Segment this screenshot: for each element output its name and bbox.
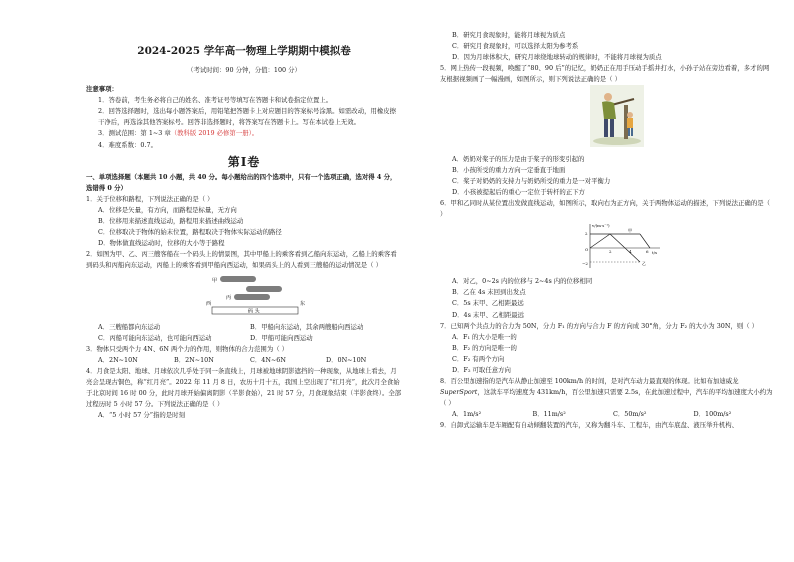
option-d: D．0N~10N (326, 355, 367, 364)
question-4 (86, 366, 402, 421)
question-4-continued (440, 30, 774, 63)
tick-label-t4: 4 (629, 249, 632, 255)
question-9 (440, 420, 774, 431)
option-b: B．11m/s² (532, 410, 566, 419)
stem-part-b: ，这款车平均速度为 431km/h，百公里加速只需要 2.5s，在此加速过程中，汽车的平均加速度大小约为（ ） (440, 388, 773, 408)
notice-heading: 注意事项： (86, 85, 118, 94)
vt-graph-figure (580, 220, 774, 274)
notice-scope: 3．测试范围：第 1~3 章 (98, 129, 171, 138)
option-d: D．4s 末甲、乙相距最远 (452, 310, 525, 319)
question-6 (440, 198, 774, 321)
tick-label-t2: 2 (609, 249, 612, 255)
question-stem: 1．关于位移和路程，下列说法正确的是（ ） (86, 194, 214, 203)
option-b: B．甲船向东运动，其余两艘船向西运动 (250, 322, 364, 331)
options-row (440, 409, 774, 420)
option-a: A．“5 小时 57 分”指的是时刻 (98, 411, 185, 420)
option-b: B．小孩所受的重力方向一定垂直于地面 (452, 165, 566, 174)
question-2 (86, 249, 402, 343)
option-a: A．1m/s² (452, 410, 482, 419)
option-c: C．桨子对奶奶的支持力与奶奶所受的重力是一对平衡力 (452, 176, 611, 185)
boat-bing-label: 丙 (226, 294, 232, 301)
dock-label: 码 头 (248, 308, 260, 314)
question-stem: 5．网上热传一段视频，唤醒了“80、90 后”的记忆，奶奶正在用手压动手摇井打水，小孙子站在旁边看着，多才的网友根据视频画了一幅漫画，如图所示，则下列说法正确的是（ ） (440, 64, 770, 84)
stem-part-a: 8．百公里加速指的是汽车从静止加速至 100km/h 的时间，是对汽车动力最直观的体现。比如布加迪威龙 (440, 377, 739, 386)
question-3 (86, 344, 402, 366)
exam-meta: （考试时间：90 分钟，分值：100 分） (187, 66, 301, 74)
boats-figure (206, 274, 402, 320)
option-d: D．因为月球体积大，研究月球绕地球转动的规律时，不能将月球视为质点 (452, 53, 662, 62)
question-stem (440, 376, 774, 409)
grandma-leg (610, 119, 614, 137)
y-axis-label: v/(m·s⁻¹) (592, 223, 610, 229)
grandma-leg (604, 119, 608, 137)
option-b: B．位移用来描述直线运动，路程用来描述曲线运动 (98, 217, 244, 226)
option-b: B．乙在 4s 末回到出发点 (452, 288, 526, 297)
tick-label-2: 2 (585, 231, 588, 237)
car-model: SuperSport (440, 388, 478, 397)
velocity-time-graph (580, 220, 664, 270)
option-d: D．100m/s² (693, 410, 732, 419)
series-yi-label: 乙 (642, 261, 646, 267)
boat-jia (220, 276, 256, 282)
boat-bing (234, 294, 270, 300)
option-d: D．物体做直线运动时，位移的大小等于路程 (98, 239, 225, 248)
option-a: A．2N~10N (98, 355, 138, 364)
child-head (627, 112, 633, 118)
option-d: D．小孩被提起后的重心一定位于转杆的正下方 (452, 187, 585, 196)
option-c: C．5s 末甲、乙相距最远 (452, 299, 524, 308)
question-stem: 4．月食是太阳、地球、月球依次几乎处于同一条直线上，月球被地球阴影遮挡的一种现象，从地球上看去，月亮会呈现古铜色，称“红月亮”。2022 年 11 月 8 日，农历十月十五，我国上空出现了“红月亮”，此次月全食始于北京时间 16 时 00 分，此时月球开始偏离阴影（半影食始），21 时 57 分，月食现象结束（半影食终）。全部过程历时 5 小时 57 分。下列说法正确的是（ ） (86, 366, 402, 409)
child-body (627, 118, 633, 128)
page-title: 2024-2025 学年高一物理上学期期中模拟卷 (137, 45, 351, 57)
question-8 (440, 376, 774, 420)
question-stem: 2．如图为甲、乙、丙三艘客船在一个码头上的情景图，其中甲船上的乘客看到乙船向东运动，乙船上的乘客看到码头和丙船向东运动，丙船上的乘客看到甲船向西运动，如果码头上的人看到三艘船的运动情况是（ ） (86, 250, 397, 270)
boats-diagram (206, 274, 306, 316)
notice-item-2: 2．回答选择题时，选出每小题答案后，用铅笔把答题卡上对应题目的答案标号涂黑。如需改动，用橡皮擦干净后，再选涂其他答案标号。回答非选择题时，将答案写在答题卡上。写在本试卷上无效。 (98, 107, 397, 127)
question-1 (86, 194, 402, 249)
option-d: D．F₂ 可取任意方向 (452, 365, 511, 374)
option-a: A．位移是矢量，有方向，而路程是标量，无方向 (98, 205, 237, 214)
grandma-body (602, 102, 616, 120)
ground (593, 137, 641, 145)
option-a: A．奶奶对桨子的压力是由于桨子的形变引起的 (452, 154, 585, 163)
option-c: C．50m/s² (613, 410, 647, 419)
option-b: B．研究月食现象时，能将月球视为质点 (452, 31, 566, 39)
question-stem: 7．已知两个共点力的合力为 50N，分力 F₁ 的方向与合力 F 的方向成 30°角，分力 F₂ 的大小为 30N，则（ ） (440, 321, 759, 330)
question-stem: 3．物体只受两个力 4N、6N 两个力的作用，则物体的合力范围为（ ） (86, 344, 289, 353)
question-7 (440, 321, 774, 376)
notice-textbook: （教科版 2019 必修第一册）。 (170, 129, 259, 138)
options-row (86, 322, 402, 333)
grandma-child-illustration (590, 85, 644, 147)
option-b: B．2N~10N (174, 355, 214, 364)
option-c: C．4N~6N (250, 355, 286, 364)
boat-yi (246, 286, 282, 292)
well-pump-figure (590, 85, 774, 151)
child-leg (631, 128, 633, 136)
option-b: B．F₂ 的方向是唯一的 (452, 343, 517, 352)
right-column (420, 0, 794, 562)
option-a: A．F₁ 的大小是唯一的 (452, 332, 517, 341)
option-d: D．甲船可能向西运动 (250, 333, 313, 342)
section-title: 第Ⅰ卷 (227, 154, 261, 169)
series-yi-up (590, 234, 610, 248)
options-row (86, 355, 402, 366)
boat-jia-label: 甲 (212, 277, 218, 284)
grandma-head (604, 93, 612, 101)
tick-label-neg2: −2 (582, 261, 588, 267)
part-heading: 一、单项选择题（本题共 10 小题，共 40 分。每小题给出的四个选项中，只有一个选项正确，选对得 4 分，选错得 0 分） (86, 172, 397, 192)
east-label: 东 (300, 300, 306, 307)
question-stem: 9．自卸式运输车是车厢配有自动倾翻装置的汽车，又称为翻斗车、工程车，由汽车底盘、液压举升机构、 (440, 421, 739, 430)
series-jia-drop (640, 234, 650, 248)
option-c: C．F₂ 有两个方向 (452, 354, 505, 363)
question-5 (440, 63, 774, 198)
series-jia-label: 甲 (628, 228, 632, 234)
child-leg (628, 128, 630, 136)
origin-label: O (585, 247, 589, 253)
tick-label-t6: 6 (646, 249, 649, 255)
option-a: A．三艘船都向东运动 (98, 322, 161, 331)
question-stem: 6．甲和乙同时从某位置出发做直线运动，如图所示，取向右为正方向，关于两物体运动的描述，下列说法正确的是（ ） (440, 198, 770, 219)
x-axis-label: t/s (652, 250, 658, 256)
option-c: C．位移取决于物体的始末位置，路程取决于物体实际运动的路径 (98, 228, 282, 237)
notice-item-1: 1．答卷前，考生务必将自己的姓名、准考证号等填写在答题卡和试卷指定位置上。 (98, 96, 333, 105)
notice-item-4: 4．难度系数：0.7。 (98, 140, 157, 149)
west-label: 西 (206, 300, 212, 307)
option-c: C．丙船可能向东运动，也可能向西运动 (98, 333, 212, 342)
options-row (86, 333, 402, 344)
notice-item-3 (86, 128, 402, 139)
option-a: A．对乙，0~2s 内的位移与 2~4s 内的位移相同 (452, 277, 593, 286)
option-c: C．研究月食现象时，可以选择太阳为参考系 (452, 42, 579, 51)
